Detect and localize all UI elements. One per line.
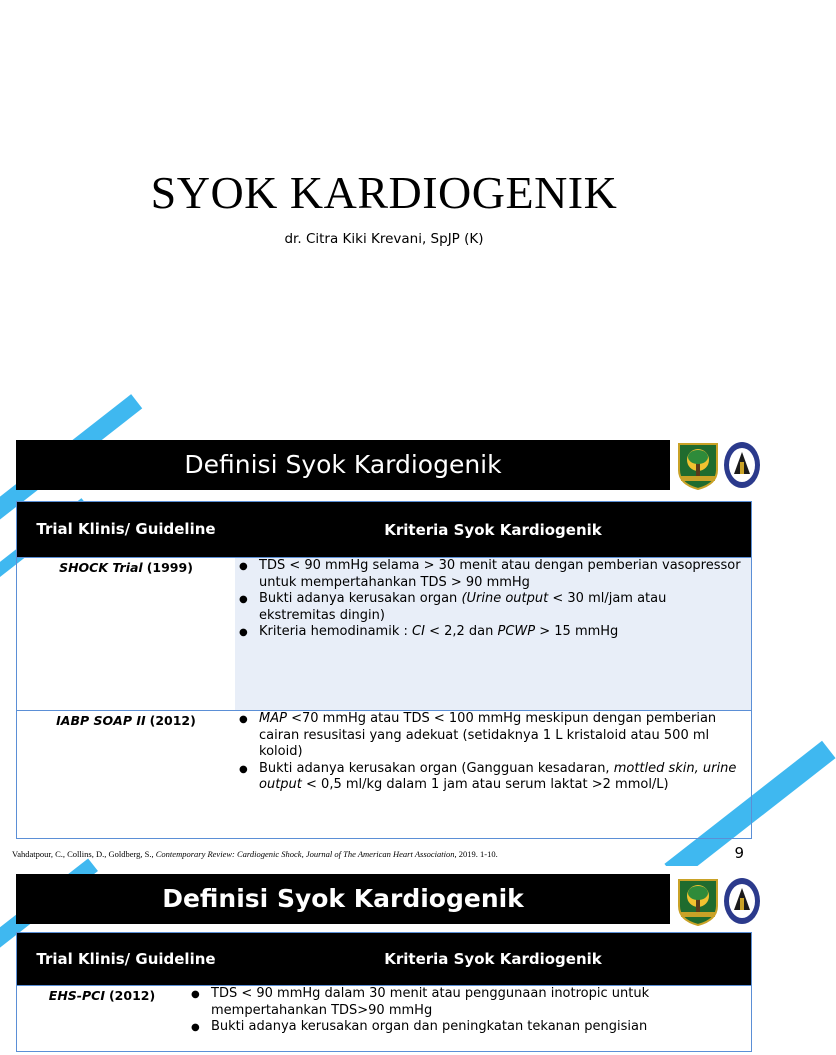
table-row [17,985,751,1055]
criteria-text: CI [412,624,425,639]
criteria-text: TDS < 90 mmHg selama > 30 menit atau dengan pemberian vasopressor untuk mempertahankan TDS > 90 mmHg [259,558,741,590]
column-header-criteria: Kriteria Syok Kardiogenik [384,950,602,968]
reference-authors: Vahdatpour, C., Collins, D., Goldberg, S., [12,849,156,859]
page-number: 9 [734,844,744,862]
slide-heading: Definisi Syok Kardiogenik [16,874,670,924]
criteria-text: TDS < 90 mmHg dalam 30 menit atau penggunaan inotropic untuk mempertahankan TDS>90 mmHg [211,986,650,1018]
presentation-title: SYOK KARDIOGENIK [150,167,618,218]
slide-definition-continued [0,866,768,1034]
criteria-text: (Urine output [461,591,549,606]
institution-logos [674,874,764,930]
slide-heading: Definisi Syok Kardiogenik [16,440,670,490]
table-header [17,502,751,557]
trial-name-cell [17,986,187,1055]
criteria-text: <70 mmHg atau TDS < 100 mmHg meskipun dengan pemberian cairan resusitasi yang adekuat (setidaknya 1 L kristaloid atau 500 ml koloid) [259,711,717,759]
trial-name: EHS-PCI [48,988,105,1003]
institution-logos [674,438,764,494]
criteria-text: Kriteria hemodinamik : [259,624,413,639]
criteria-cell [235,558,751,710]
hospital-logo-icon [722,440,762,490]
slide-definition [0,430,768,866]
table-row [17,710,751,838]
trial-year: (2012) [108,988,156,1003]
criteria-text: < 2,2 dan [424,624,498,639]
reference-citation [12,849,498,859]
table-header [17,933,751,985]
column-header-trial: Trial Klinis/ Guideline [36,520,216,538]
table-row [17,557,751,710]
list-item [259,711,741,761]
criteria-table [16,501,752,839]
reference-title: Contemporary Review: Cardiogenic Shock, Journal of The American Heart Association [155,849,455,859]
list-item [211,986,741,1019]
criteria-text: > 15 mmHg [535,624,619,639]
list-item [211,1019,741,1036]
list-item [259,558,741,591]
criteria-text: Bukti adanya kerusakan organ (Gangguan kesadaran, [259,760,614,776]
criteria-text: Bukti adanya kerusakan organ [259,591,462,606]
trial-name-cell [17,558,235,710]
criteria-text: Bukti adanya kerusakan organ dan peningkatan tekanan pengisian [211,1019,648,1034]
trial-name-cell [17,711,235,838]
criteria-cell [235,711,751,838]
column-header-criteria: Kriteria Syok Kardiogenik [384,520,602,539]
column-header-trial: Trial Klinis/ Guideline [36,949,216,968]
trial-year: (2012) [149,713,196,728]
reference-tail: , 2019. 1-10. [454,849,498,859]
trial-name: SHOCK Trial [59,560,143,575]
criteria-text: mottled skin, urine output [259,760,737,792]
criteria-text: MAP [259,711,287,726]
shield-logo-icon [676,440,720,490]
trial-name: IABP SOAP II [56,713,146,728]
list-item [259,591,741,624]
list-item [259,624,741,641]
list-item [259,761,741,794]
title-slide [0,0,768,430]
shield-logo-icon [676,876,720,926]
trial-year: (1999) [146,560,193,575]
criteria-table [16,932,752,1052]
criteria-cell [187,986,751,1055]
criteria-text: < 30 ml/jam atau ekstremitas dingin) [259,591,667,623]
hospital-logo-icon [722,876,762,926]
criteria-text: PCWP [497,624,536,639]
presentation-author: dr. Citra Kiki Krevani, SpJP (K) [284,231,484,247]
criteria-text: < 0,5 ml/kg dalam 1 jam atau serum laktat >2 mmol/L) [301,777,669,792]
